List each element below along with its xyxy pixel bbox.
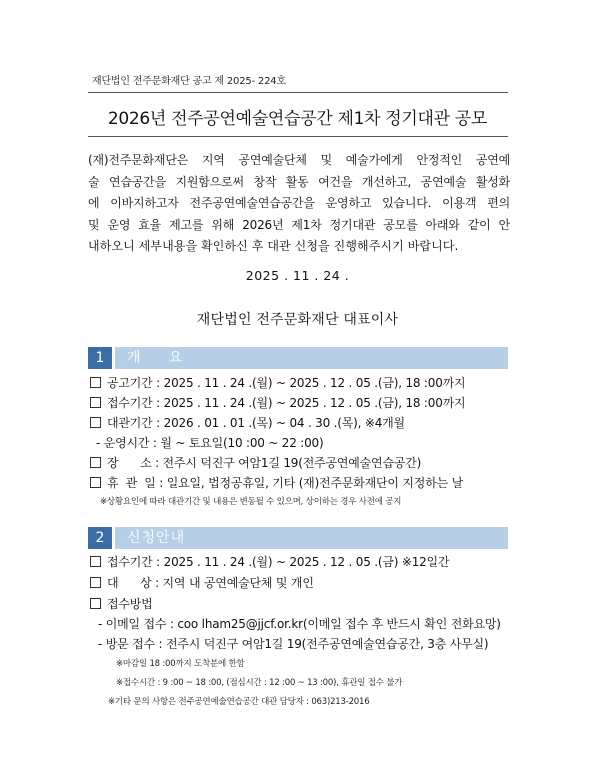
intro-line: 및 운영 효율 제고를 위해 2026년 제1차 정기대관 공모를 아래와 같이 안 — [88, 217, 510, 232]
section-title: 개 요 — [115, 347, 508, 369]
signer: 재단법인 전주문화재단 대표이사 — [196, 312, 399, 328]
checkbox-icon — [90, 577, 101, 588]
list-item: 대관기간 : 2026 . 01 . 01 .(목) ~ 04 . 30 .(목), ※4개월 — [90, 414, 405, 431]
document-title: 2026년 전주공연예술연습공간 제1차 정기대관 공모 — [107, 109, 488, 129]
checkbox-icon — [90, 397, 101, 408]
section-note: ※기타 문의 사항은 전주공연예술연습공간 대관 담당자 : 063)213-2016 — [108, 697, 370, 707]
section-header-overview — [88, 347, 508, 369]
title-divider — [88, 136, 508, 137]
checkbox-icon — [90, 457, 101, 468]
section-note: ※상황요인에 따라 대관기간 및 내용은 변동될 수 있으며, 상이하는 경우 사전에 공지 — [100, 497, 402, 507]
intro-line: (재)전주문화재단은 지역 공연예술단체 및 예술가에게 안정적인 공연예 — [88, 153, 510, 167]
checkbox-icon — [90, 417, 101, 428]
section-header-application — [88, 527, 508, 549]
intro-paragraph — [88, 150, 510, 258]
section-note: ※접수시간 : 9 :00 ~ 18 :00, (점심시간 : 12 :00 ~ 13 :00), 휴관일 접수 불가 — [116, 678, 403, 688]
intro-line: 내하오니 세부내용을 확인하신 후 대관 신청을 진행해주시기 바랍니다. — [88, 239, 459, 253]
checkbox-icon — [90, 598, 101, 609]
list-item: 휴 관 일 : 일요일, 법정공휴일, 기타 (재)전주문화재단이 지정하는 날 — [90, 474, 463, 491]
intro-line: 에 이바지하고자 전주공연예술연습공간을 운영하고 있습니다. 이용객 편의 — [88, 196, 510, 210]
top-divider — [88, 92, 508, 93]
checkbox-icon — [90, 377, 101, 388]
section-number: 1 — [88, 347, 112, 369]
checkbox-icon — [90, 477, 101, 488]
list-subitem: - 방문 접수 : 전주시 덕진구 여암1길 19(전주공연예술연습공간, 3층 사무실) — [98, 637, 489, 651]
checkbox-icon — [90, 556, 101, 567]
list-item: 장 소 : 전주시 덕진구 여암1길 19(전주공연예술연습공간) — [90, 454, 421, 471]
list-item: 접수기간 : 2025 . 11 . 24 .(월) ~ 2025 . 12 . 05 .(금) ※12일간 — [90, 553, 449, 570]
document-number: 재단법인 전주문화재단 공고 제 2025- 224호 — [92, 76, 286, 87]
list-item: 공고기간 : 2025 . 11 . 24 .(월) ~ 2025 . 12 . 05 .(금), 18 :00까지 — [90, 374, 465, 391]
section-title: 신청안내 — [115, 527, 508, 549]
list-item: 접수기간 : 2025 . 11 . 24 .(월) ~ 2025 . 12 . 05 .(금), 18 :00까지 — [90, 394, 465, 411]
list-item: 접수방법 — [90, 595, 153, 612]
list-subitem: - 이메일 접수 : coo lham25@jjcf.or.kr(이메일 접수 후 반드시 확인 전화요망) — [98, 617, 501, 631]
list-item: 대 상 : 지역 내 공연예술단체 및 개인 — [90, 574, 314, 591]
announcement-date: 2025 . 11 . 24 . — [245, 268, 350, 283]
list-subitem: - 운영시간 : 월 ~ 토요일(10 :00 ~ 22 :00) — [96, 436, 324, 450]
section-number: 2 — [88, 527, 112, 549]
intro-line: 술 연습공간을 지원함으로써 창작 활동 여건을 개선하고, 공연예술 활성화 — [88, 174, 510, 189]
section-note: ※마감일 18 :00까지 도착분에 한함 — [116, 659, 245, 669]
